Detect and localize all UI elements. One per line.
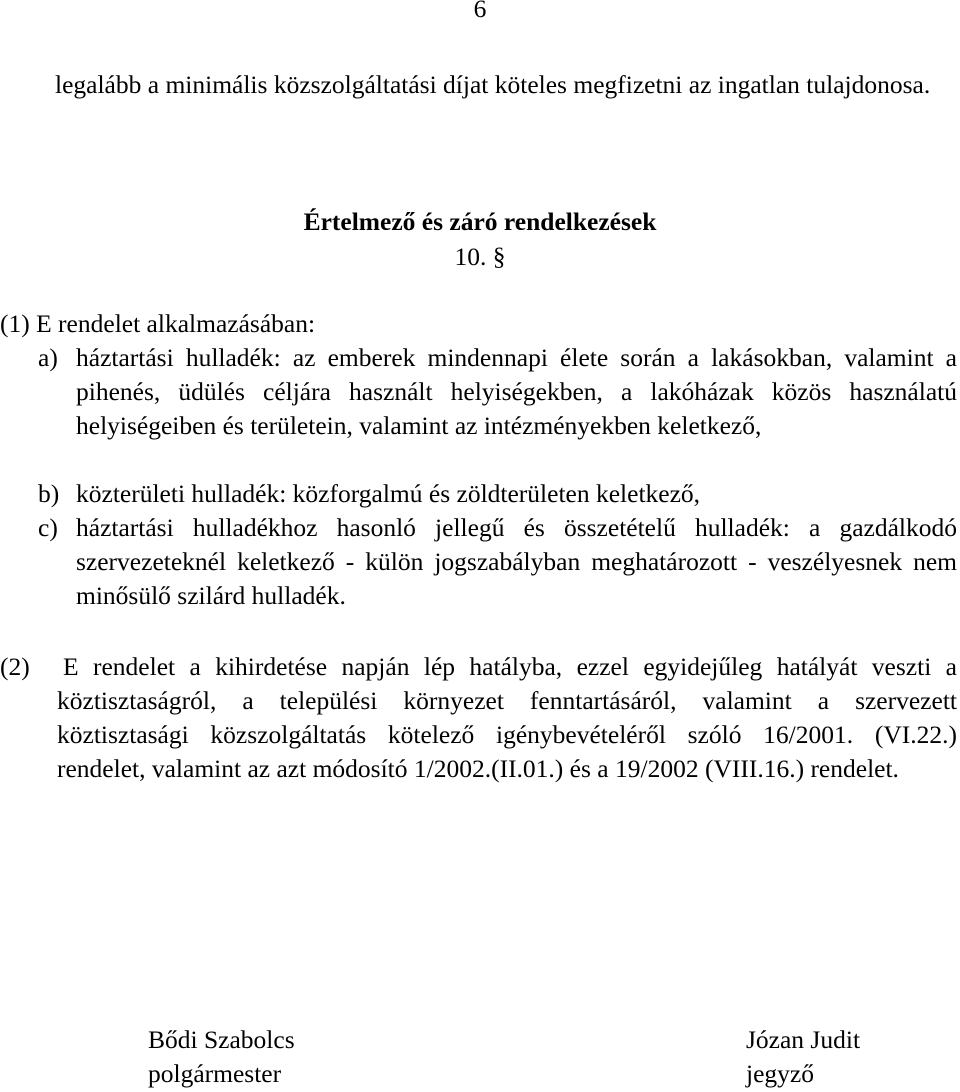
intro-paragraph: legalább a minimális közszolgáltatási díjat köteles megfizetni az ingatlan tulajdonosa. <box>55 70 931 99</box>
section-number: 10. § <box>454 242 506 271</box>
signature-title: polgármester <box>148 1059 282 1088</box>
signature-name: Józan Judit <box>746 1025 861 1054</box>
list-item-marker: a) <box>38 343 58 372</box>
list-item-text: háztartási hulladék: az emberek mindennapi élete során a lakásokban, valamint a pihenés, üdülés céljára használt helyiségekben, a lakóházak közös használatú helyiségeiben és területein, valamint az intézményekben keletkező, <box>76 343 957 440</box>
signature-name: Bődi Szabolcs <box>148 1025 295 1054</box>
signature-title: jegyző <box>746 1059 814 1088</box>
point-2-marker: (2) <box>0 652 30 681</box>
signature-mayor <box>148 1023 295 1091</box>
list-item-marker: c) <box>38 513 58 542</box>
point-2-text: E rendelet a kihirdetése napján lép hatályba, ezzel egyidejűleg hatályát veszti a köztisztaságról, a települési környezet fenntartásáról, valamint a szervezett köztisztasági közszolgáltatás kötelező igénybevételéről szóló 16/2001. (VI.22.) rendelet, valamint az azt módosító 1/2002.(II.01.) és a 19/2002 (VIII.16.) rendelet. <box>57 652 957 783</box>
list-item-marker: b) <box>38 479 60 508</box>
section-heading: Értelmező és záró rendelkezések <box>303 207 657 236</box>
page-number: 6 <box>473 0 487 23</box>
point-1-intro: (1) E rendelet alkalmazásában: <box>0 309 316 338</box>
list-item-text: közterületi hulladék: közforgalmú és zöldterületen keletkező, <box>76 479 701 508</box>
signature-notary <box>746 1023 860 1091</box>
list-item-text: háztartási hulladékhoz hasonló jellegű és összetételű hulladék: a gazdálkodó szervezeteknél keletkező - külön jogszabályban meghatározott - veszélyesnek nem minősülő szilárd hulladék. <box>76 513 957 610</box>
